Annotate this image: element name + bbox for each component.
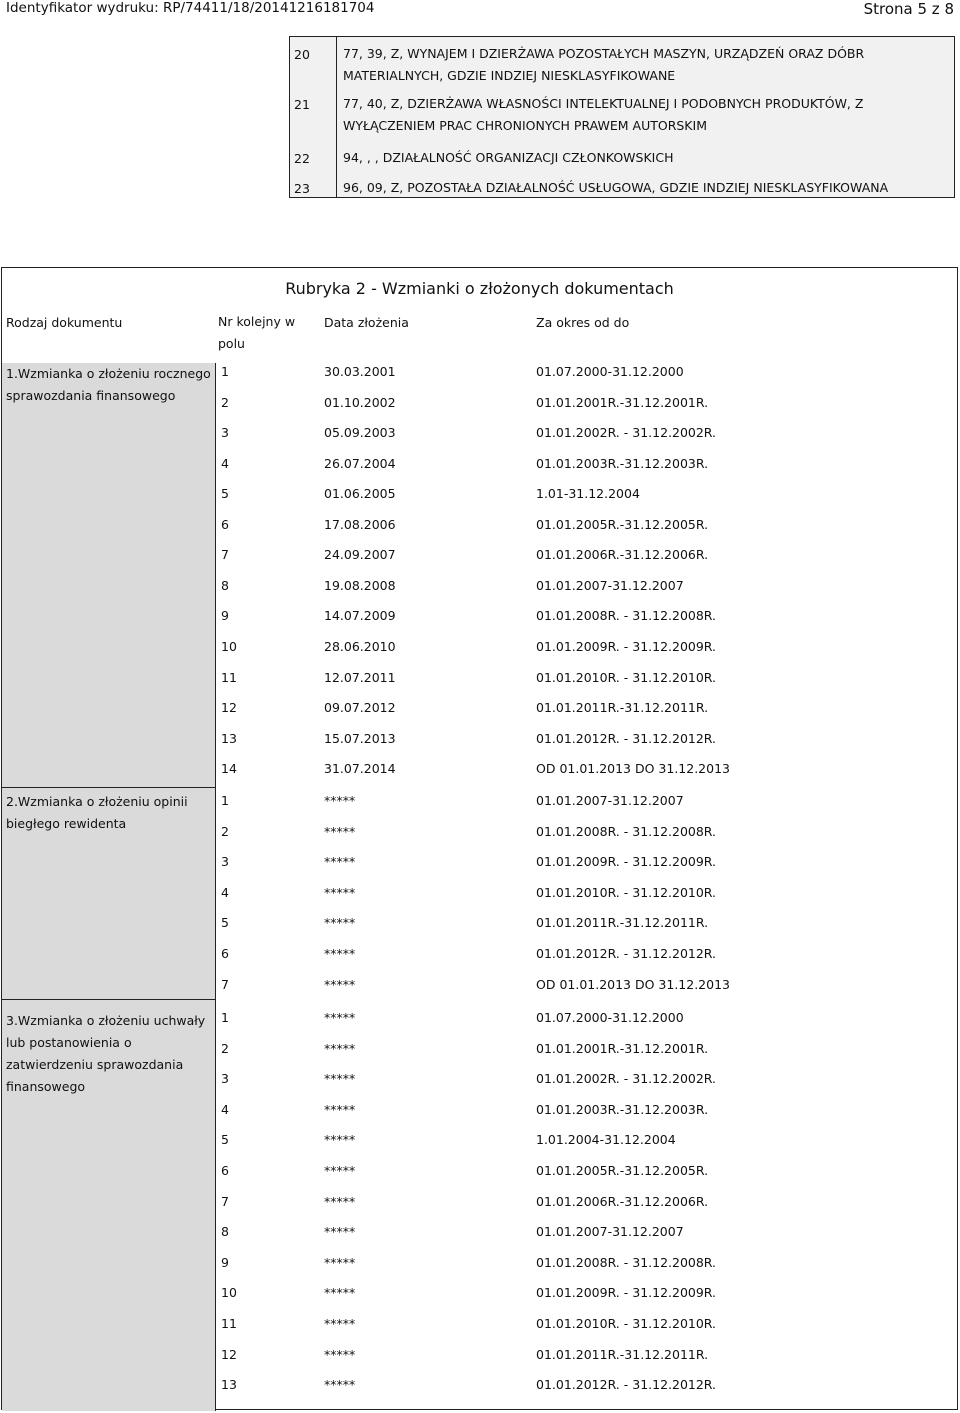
row-date: 14.07.2009 — [324, 608, 396, 624]
row-period: 01.07.2000-31.12.2000 — [536, 364, 684, 379]
row-period: 01.01.2008R. - 31.12.2008R. — [536, 608, 717, 624]
row-number: 3 — [221, 854, 229, 870]
row-date: ***** — [324, 1101, 356, 1117]
row-number: 10 — [221, 638, 237, 654]
document-row — [2, 578, 957, 608]
row-number: 13 — [221, 730, 237, 746]
row-period: 01.01.2009R. - 31.12.2009R. — [536, 1285, 717, 1301]
pkd-row-number: 22 — [294, 151, 310, 166]
document-row — [2, 885, 957, 915]
row-date: 01.10.2002 — [324, 394, 396, 410]
row-date: 26.07.2004 — [324, 455, 396, 471]
row-period: 01.01.2002R. - 31.12.2002R. — [536, 425, 717, 441]
row-date: ***** — [324, 884, 356, 900]
document-row — [2, 1132, 957, 1162]
row-date: ***** — [324, 1316, 356, 1331]
document-row — [2, 1010, 957, 1040]
group-1-label: 1.Wzmianka o złożeniu rocznego sprawozdania finansowego — [6, 366, 211, 403]
document-row — [2, 1163, 957, 1193]
document-row — [2, 1347, 957, 1377]
pkd-row — [290, 147, 954, 169]
row-number: 6 — [221, 516, 229, 532]
row-period: 01.01.2007-31.12.2007 — [536, 793, 684, 808]
document-row — [2, 1316, 957, 1346]
document-row — [2, 1224, 957, 1254]
row-date: ***** — [324, 1254, 356, 1270]
pkd-row — [290, 43, 954, 87]
row-number: 2 — [221, 823, 229, 839]
document-row — [2, 1194, 957, 1224]
row-period: 1.01-31.12.2004 — [536, 486, 640, 502]
header-doc-type: Rodzaj dokumentu — [6, 315, 123, 330]
row-date: 31.07.2014 — [324, 761, 396, 777]
row-date: 28.06.2010 — [324, 638, 396, 654]
row-number: 4 — [221, 455, 229, 471]
document-row — [2, 517, 957, 547]
pkd-row-text: 77, 40, Z, DZIERŻAWA WŁASNOŚCI INTELEKTUALNEJ I PODOBNYCH PRODUKTÓW, Z WYŁĄCZENIEM PRAC CHRONIONYCH PRAWEM AUTORSKIM — [343, 96, 864, 133]
row-period: 01.01.2011R.-31.12.2011R. — [536, 700, 709, 716]
document-row — [2, 700, 957, 730]
row-date: ***** — [324, 1071, 356, 1087]
row-date: ***** — [324, 1346, 356, 1362]
row-number: 4 — [221, 884, 229, 900]
row-number: 9 — [221, 608, 229, 624]
group-2-label: 2.Wzmianka o złożeniu opinii biegłego rewidenta — [6, 794, 188, 831]
document-row — [2, 793, 957, 823]
row-number: 11 — [221, 669, 237, 685]
pkd-row-number: 23 — [294, 181, 310, 196]
pkd-table — [289, 36, 955, 198]
row-date: ***** — [324, 946, 356, 961]
print-header — [0, 0, 960, 22]
row-number: 14 — [221, 761, 237, 777]
row-period: 01.01.2001R.-31.12.2001R. — [536, 1040, 709, 1056]
row-number: 1 — [221, 793, 229, 808]
rubryka-2-table — [1, 267, 958, 1410]
row-number: 2 — [221, 1040, 229, 1056]
document-row — [2, 1377, 957, 1407]
row-number: 7 — [221, 547, 229, 563]
row-number: 5 — [221, 1132, 229, 1148]
row-date: ***** — [324, 915, 356, 931]
row-date: ***** — [324, 1193, 356, 1209]
row-period: 01.01.2012R. - 31.12.2012R. — [536, 946, 717, 961]
row-period: 01.01.2005R.-31.12.2005R. — [536, 1163, 709, 1178]
row-date: 17.08.2006 — [324, 516, 396, 532]
pkd-row-number: 20 — [294, 47, 310, 62]
document-row — [2, 946, 957, 976]
document-row — [2, 364, 957, 394]
row-date: ***** — [324, 1224, 356, 1240]
document-row — [2, 1071, 957, 1101]
document-row — [2, 608, 957, 638]
document-row — [2, 425, 957, 455]
row-number: 3 — [221, 425, 229, 441]
row-period: 01.01.2003R.-31.12.2003R. — [536, 455, 709, 471]
header-nr: Nr kolejny w polu — [218, 314, 296, 351]
row-date: 24.09.2007 — [324, 547, 396, 563]
row-period: 01.01.2005R.-31.12.2005R. — [536, 516, 709, 532]
row-period: 01.01.2006R.-31.12.2006R. — [536, 1193, 709, 1209]
header-date: Data złożenia — [324, 315, 409, 330]
document-row — [2, 670, 957, 700]
document-row — [2, 731, 957, 761]
row-period: 01.01.2008R. - 31.12.2008R. — [536, 1254, 717, 1270]
row-number: 9 — [221, 1254, 229, 1270]
row-period: 01.01.2007-31.12.2007 — [536, 577, 684, 593]
pkd-row — [290, 177, 954, 199]
row-number: 1 — [221, 1010, 229, 1025]
row-period: 1.01.2004-31.12.2004 — [536, 1132, 676, 1148]
row-date: ***** — [324, 1285, 356, 1301]
row-date: 15.07.2013 — [324, 730, 396, 746]
row-date: ***** — [324, 1010, 356, 1025]
row-period: 01.01.2009R. - 31.12.2009R. — [536, 854, 717, 870]
row-date: ***** — [324, 823, 356, 839]
row-number: 10 — [221, 1285, 237, 1301]
document-row — [2, 1255, 957, 1285]
group-3-label: 3.Wzmianka o złożeniu uchwały lub postanowienia o zatwierdzeniu sprawozdania finansowego — [6, 1013, 206, 1094]
row-period: 01.01.2008R. - 31.12.2008R. — [536, 823, 717, 839]
document-row — [2, 1041, 957, 1071]
pkd-row-text: 96, 09, Z, POZOSTAŁA DZIAŁALNOŚĆ USŁUGOWA, GDZIE INDZIEJ NIESKLASYFIKOWANA — [343, 180, 889, 195]
header-period: Za okres od do — [536, 315, 630, 330]
row-number: 1 — [221, 364, 229, 379]
document-row — [2, 761, 957, 791]
row-date: 09.07.2012 — [324, 700, 396, 716]
row-date: ***** — [324, 1132, 356, 1148]
document-row — [2, 915, 957, 945]
row-period: 01.07.2000-31.12.2000 — [536, 1010, 684, 1025]
row-number: 8 — [221, 1224, 229, 1240]
row-date: ***** — [324, 976, 356, 992]
row-period: 01.01.2012R. - 31.12.2012R. — [536, 730, 717, 746]
row-number: 2 — [221, 394, 229, 410]
row-date: ***** — [324, 1040, 356, 1056]
row-number: 8 — [221, 577, 229, 593]
row-period: OD 01.01.2013 DO 31.12.2013 — [536, 761, 730, 777]
row-number: 7 — [221, 1193, 229, 1209]
row-date: ***** — [324, 793, 356, 808]
row-date: 12.07.2011 — [324, 669, 396, 685]
pkd-row-number: 21 — [294, 97, 310, 112]
row-date: 05.09.2003 — [324, 425, 396, 441]
row-date: 01.06.2005 — [324, 486, 396, 502]
row-period: 01.01.2002R. - 31.12.2002R. — [536, 1071, 717, 1087]
row-period: 01.01.2009R. - 31.12.2009R. — [536, 638, 717, 654]
document-row — [2, 854, 957, 884]
pkd-row-text: 77, 39, Z, WYNAJEM I DZIERŻAWA POZOSTAŁYCH MASZYN, URZĄDZEŃ ORAZ DÓBR MATERIALNYCH, GDZIE INDZIEJ NIESKLASYFIKOWANE — [343, 46, 865, 83]
row-number: 6 — [221, 1163, 229, 1178]
row-number: 5 — [221, 486, 229, 502]
row-period: 01.01.2010R. - 31.12.2010R. — [536, 884, 717, 900]
row-period: 01.01.2007-31.12.2007 — [536, 1224, 684, 1240]
row-date: ***** — [324, 854, 356, 870]
print-identifier: Identyfikator wydruku: RP/74411/18/20141216181704 — [6, 0, 375, 16]
document-row — [2, 395, 957, 425]
document-row — [2, 977, 957, 1007]
rubryka-title: Rubryka 2 - Wzmianki o złożonych dokumentach — [285, 279, 674, 298]
pkd-row-text: 94, , , DZIAŁALNOŚĆ ORGANIZACJI CZŁONKOWSKICH — [343, 150, 674, 165]
row-number: 13 — [221, 1377, 237, 1393]
row-number: 6 — [221, 946, 229, 961]
row-number: 5 — [221, 915, 229, 931]
row-number: 3 — [221, 1071, 229, 1087]
document-row — [2, 639, 957, 669]
row-number: 12 — [221, 700, 237, 716]
row-period: 01.01.2011R.-31.12.2011R. — [536, 915, 709, 931]
row-period: 01.01.2011R.-31.12.2011R. — [536, 1346, 709, 1362]
document-row — [2, 486, 957, 516]
document-row — [2, 824, 957, 854]
document-row — [2, 456, 957, 486]
row-period: 01.01.2006R.-31.12.2006R. — [536, 547, 709, 563]
pkd-row — [290, 93, 954, 137]
document-row — [2, 547, 957, 577]
row-number: 12 — [221, 1346, 237, 1362]
row-date: ***** — [324, 1377, 356, 1393]
row-date: 30.03.2001 — [324, 364, 396, 379]
row-period: 01.01.2010R. - 31.12.2010R. — [536, 669, 717, 685]
row-period: 01.01.2010R. - 31.12.2010R. — [536, 1316, 717, 1331]
row-number: 4 — [221, 1101, 229, 1117]
row-period: OD 01.01.2013 DO 31.12.2013 — [536, 976, 730, 992]
row-period: 01.01.2001R.-31.12.2001R. — [536, 394, 709, 410]
row-date: ***** — [324, 1163, 356, 1178]
page-number: Strona 5 z 8 — [863, 0, 954, 18]
document-row — [2, 1285, 957, 1315]
row-number: 11 — [221, 1316, 237, 1331]
row-period: 01.01.2012R. - 31.12.2012R. — [536, 1377, 717, 1393]
row-period: 01.01.2003R.-31.12.2003R. — [536, 1101, 709, 1117]
row-date: 19.08.2008 — [324, 577, 396, 593]
row-number: 7 — [221, 976, 229, 992]
document-row — [2, 1102, 957, 1132]
